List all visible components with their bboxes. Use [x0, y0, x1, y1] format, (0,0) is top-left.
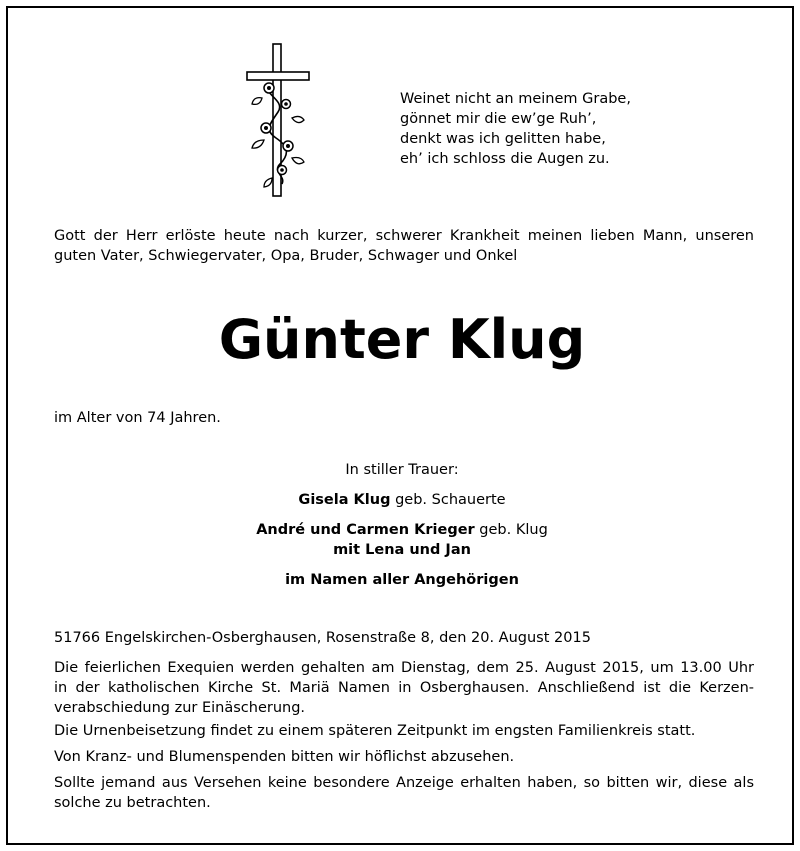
poem [400, 89, 631, 169]
mourner-wife-name: Gisela Klug [298, 492, 391, 508]
anzeige-line: Sollte jemand aus Versehen keine besondere Anzeige erhalten haben, so bitten wir, diese als [54, 775, 754, 791]
exequien-line: Die feierlichen Exequien werden gehalten am Dienstag, dem 25. August 2015, um 13.00 Uhr [54, 660, 754, 676]
mourner-children [8, 520, 796, 540]
anzeige-line: solche zu betrachten. [54, 795, 211, 811]
mourner-children-names: André und Carmen Krieger [256, 522, 475, 538]
spenden-paragraph: Von Kranz- und Blumenspenden bitten wir höflichst abzusehen. [54, 749, 515, 765]
intro-line: Gott der Herr erlöste heute nach kurzer, schwerer Krankheit meinen lieben Mann, unseren [54, 228, 754, 244]
mourner-grandchildren: mit Lena und Jan [333, 542, 471, 558]
poem-line: Weinet nicht an meinem Grabe, [400, 91, 631, 107]
place-date: 51766 Engelskirchen-Osberghausen, Rosenstraße 8, den 20. August 2015 [54, 630, 591, 646]
urne-paragraph: Die Urnenbeisetzung findet zu einem späteren Zeitpunkt im engsten Familienkreis statt. [54, 723, 696, 739]
exequien-paragraph [54, 658, 754, 718]
exequien-line: in der katholischen Kirche St. Mariä Namen in Osberghausen. Anschließend ist die Kerzen- [54, 680, 754, 696]
mourner-wife [8, 490, 796, 510]
poem-line: gönnet mir die ew’ge Ruh’, [400, 111, 597, 127]
exequien-line: verabschiedung zur Einäscherung. [54, 700, 306, 716]
mourner-wife-suffix: geb. Schauerte [390, 492, 506, 508]
poem-line: eh’ ich schloss die Augen zu. [400, 151, 610, 167]
mourner-children-suffix: geb. Klug [474, 522, 548, 538]
mourner-relatives: im Namen aller Angehörigen [285, 572, 519, 588]
obituary-frame [6, 6, 794, 845]
intro-text [54, 226, 754, 266]
mourners-heading: In stiller Trauer: [345, 462, 459, 478]
cross-with-roses-icon [242, 42, 314, 198]
deceased-name: Günter Klug [218, 308, 586, 371]
poem-line: denkt was ich gelitten habe, [400, 131, 606, 147]
anzeige-paragraph [54, 773, 754, 813]
age-text: im Alter von 74 Jahren. [54, 410, 221, 426]
intro-line: guten Vater, Schwiegervater, Opa, Bruder, Schwager und Onkel [54, 248, 518, 264]
